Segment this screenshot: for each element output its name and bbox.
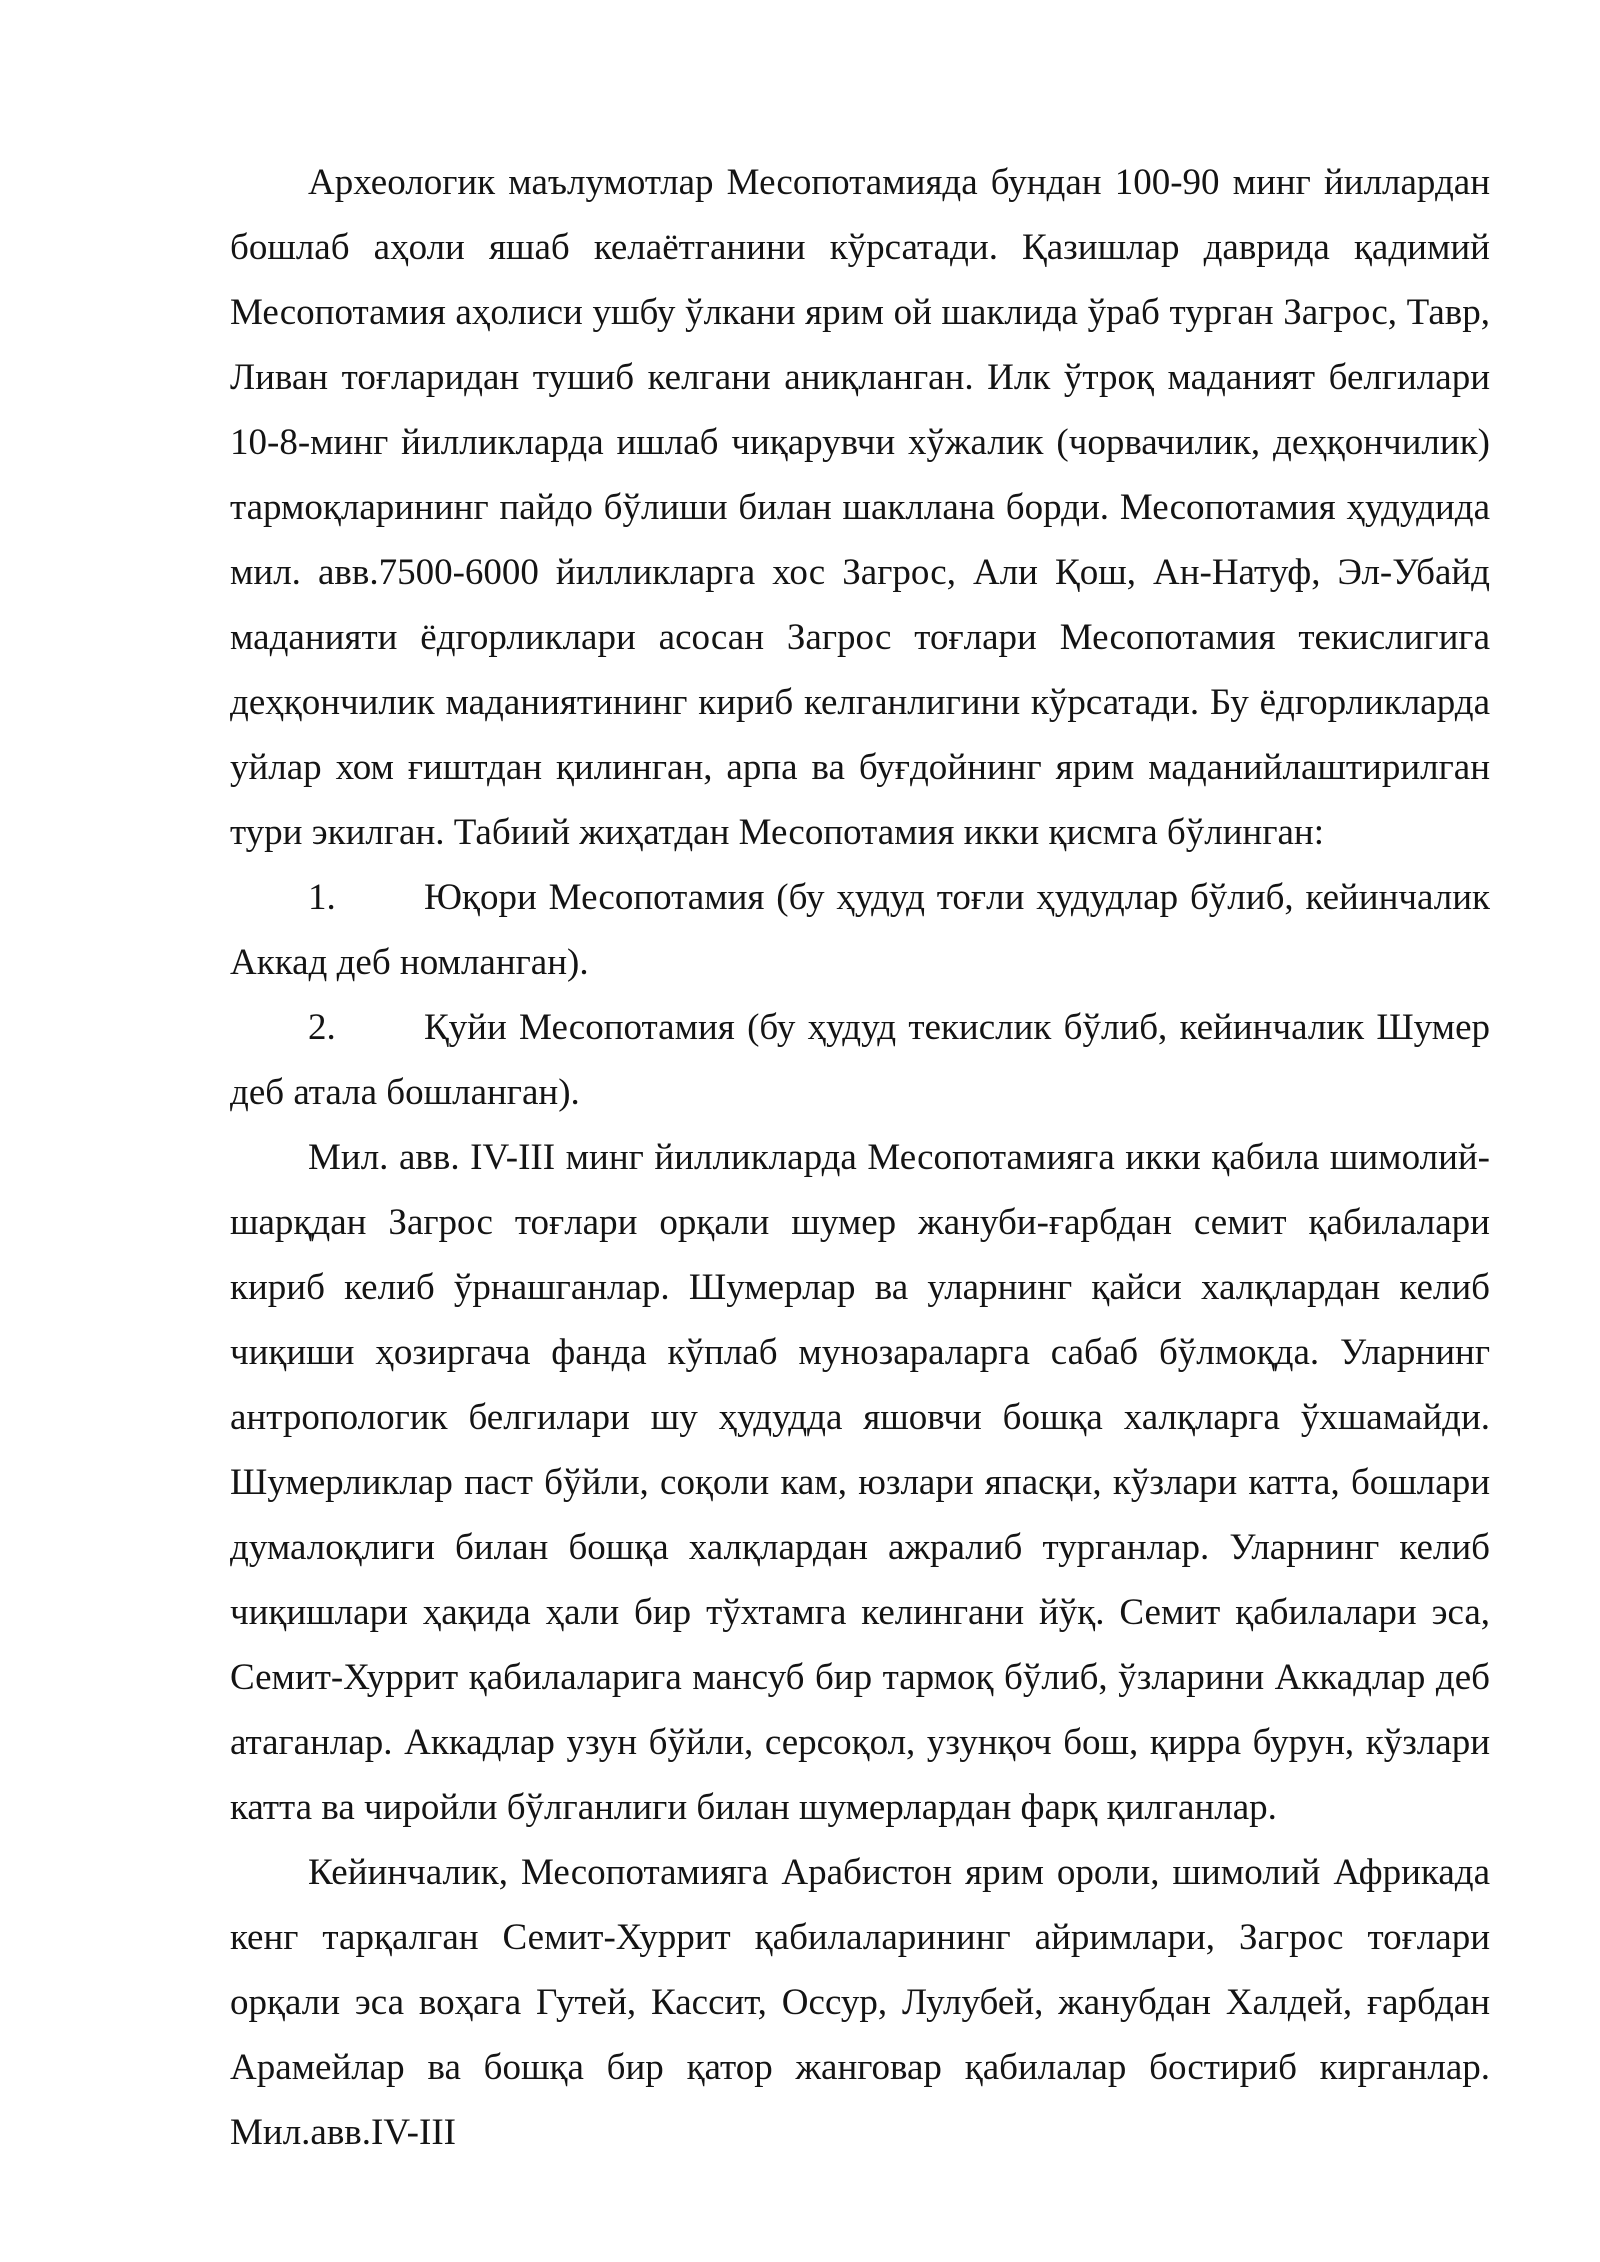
- list-item-text: Юқори Месопотамия (бу ҳудуд тоғли ҳудудлар бўлиб, кейинчалик Аккад деб номланган).: [230, 877, 1490, 983]
- list-item-text: Қуйи Месопотамия (бу ҳудуд текислик бўлиб, кейинчалик Шумер деб атала бошланган).: [230, 1007, 1490, 1113]
- paragraph-later-tribes: Кейинчалик, Месопотамияга Арабистон ярим ороли, шимолий Африкада кенг тарқалган Семит-Хуррит қабилаларининг айримлари, Загрос тоғлари орқали эса воҳага Гутей, Кассит, Оссур, Лулубей, жанубдан Халдей, ғарбдан Арамейлар ва бошқа бир қатор жанговар қабилалар бостириб кирганлар. Мил.авв.IV-III: [230, 1852, 1490, 2153]
- list-number: 1.: [308, 877, 336, 918]
- paragraph-sumerians: Мил. авв. IV-III минг йилликларда Месопотамияга икки қабила шимолий-шарқдан Загрос тоғлари орқали шумер жануби-ғарбдан семит қабилалари кириб келиб ўрнашганлар. Шумерлар ва уларнинг қайси халқлардан келиб чиқиши ҳозиргача фанда кўплаб мунозараларга сабаб бўлмоқда. Уларнинг антропологик белгилари шу ҳудудда яшовчи бошқа халқларга ўхшамайди. Шумерликлар паст бўйли, соқоли кам, юзлари япасқи, кўзлари катта, бошлари думалоқлиги билан бошқа халқлардан ажралиб турганлар. Уларнинг келиб чиқишлари ҳақида ҳали бир тўхтамга келингани йўқ. Семит қабилалари эса, Семит-Хуррит қабилаларига мансуб бир тармоқ бўлиб, ўзларини Аккадлар деб атаганлар. Аккадлар узун бўйли, серсоқол, узунқоч бош, қирра бурун, кўзлари катта ва чиройли бўлганлиги билан шумерлардан фарқ қилганлар.: [230, 1137, 1490, 1828]
- list-number: 2.: [308, 1007, 336, 1048]
- list-item-lower-mesopotamia: [230, 995, 1490, 1125]
- list-item-upper-mesopotamia: [230, 865, 1490, 995]
- document-page: [230, 150, 1490, 2165]
- paragraph-intro: Археологик маълумотлар Месопотамияда бундан 100-90 минг йиллардан бошлаб аҳоли яшаб келаётганини кўрсатади. Қазишлар даврида қадимий Месопотамия аҳолиси ушбу ўлкани ярим ой шаклида ўраб турган Загрос, Тавр, Ливан тоғларидан тушиб келгани аниқланган. Илк ўтроқ маданият белгилари 10-8-минг йилликларда ишлаб чиқарувчи хўжалик (чорвачилик, деҳқончилик) тармоқларининг пайдо бўлиши билан шакллана борди. Месопотамия ҳудудида мил. авв.7500-6000 йилликларга хос Загрос, Али Қош, Ан-Натуф, Эл-Убайд маданияти ёдгорликлари асосан Загрос тоғлари Месопотамия текислигига деҳқончилик маданиятининг кириб келганлигини кўрсатади. Бу ёдгорликларда уйлар хом ғиштдан қилинган, арпа ва буғдойнинг ярим маданийлаштирилган тури экилган. Табиий жиҳатдан Месопотамия икки қисмга бўлинган:: [230, 162, 1490, 853]
